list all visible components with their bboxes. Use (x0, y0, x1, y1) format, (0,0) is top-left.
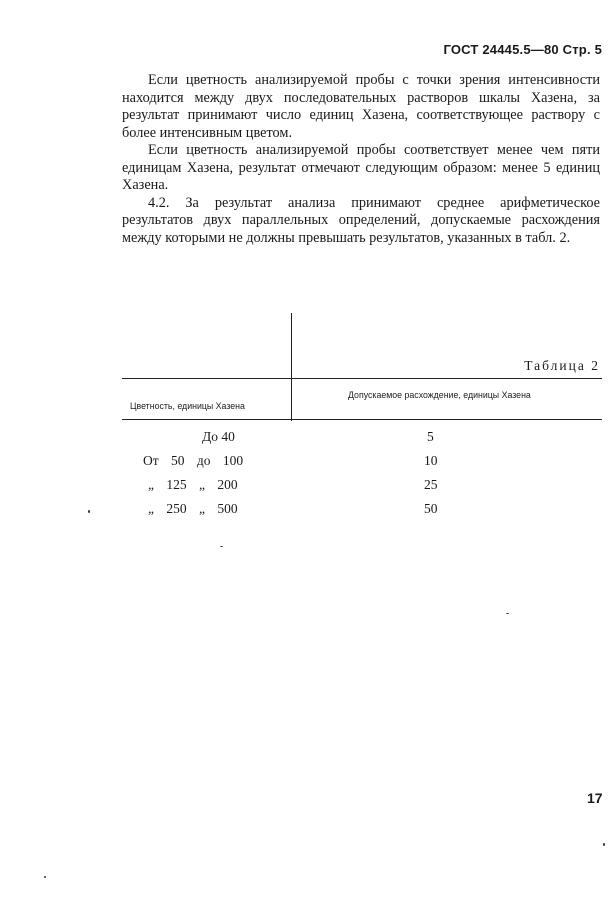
table-row-3-tolerance: 25 (424, 477, 438, 492)
table-row-3-range: „ 125 „ 200 (148, 477, 238, 492)
body-text (122, 72, 600, 247)
header-bottom-rule (122, 419, 602, 420)
paragraph-2: Если цветность анализируемой пробы соответствует менее чем пяти единицам Хазена, результат отмечают следующим образом: менее 5 единиц Хазена. (122, 142, 600, 193)
table-row-2-tolerance: 10 (424, 453, 438, 468)
scan-speck (44, 876, 46, 878)
table-row-1-range: До 40 (202, 429, 235, 444)
document-header: ГОСТ 24445.5—80 Стр. 5 (443, 42, 602, 57)
column-divider (291, 313, 292, 421)
table-caption: Таблица 2 (524, 358, 600, 373)
table-row-4-tolerance: 50 (424, 501, 438, 516)
paragraph-1: Если цветность анализируемой пробы с точки зрения интенсивности находится между двух последовательных растворов шкалы Хазена, за результат принимают число единиц Хазена, соответствующее раствору с более интенсивным цветом. (122, 72, 600, 141)
header-tolerance: Допускаемое расхождение, единицы Хазена (348, 390, 531, 400)
header-color-units: Цветность, единицы Хазена (130, 401, 245, 411)
table-row-1-tolerance: 5 (427, 429, 434, 444)
table-row-4-range: „ 250 „ 500 (148, 501, 238, 516)
page-number: 17 (587, 790, 603, 806)
scan-speck (506, 613, 509, 614)
table-row-2-range: От 50 до 100 (143, 453, 244, 468)
paragraph-3: 4.2. За результат анализа принимают среднее арифметическое результатов двух параллельных определений, допускаемые расхождения между которыми не должны превышать результатов, указанных в табл. 2. (122, 194, 600, 246)
scan-speck (220, 546, 223, 547)
scan-speck (88, 510, 90, 513)
scan-speck (603, 843, 605, 846)
table-top-rule (122, 378, 602, 379)
